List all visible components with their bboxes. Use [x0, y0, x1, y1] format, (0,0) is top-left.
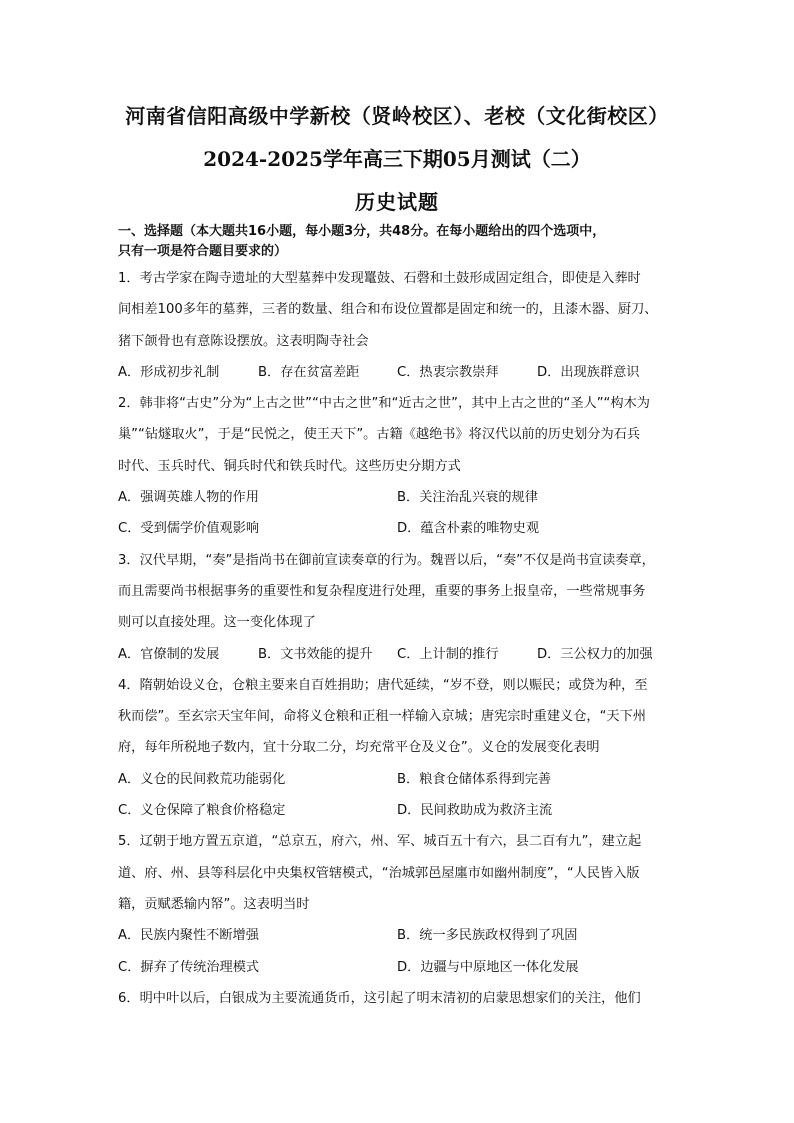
question-5-option-b: B．统一多民族政权得到了巩固 [397, 928, 578, 944]
section-heading [118, 222, 678, 262]
question-3-line-1: 3．汉代早期，“奏”是指尚书在御前宣读奏章的行为。魏晋以后，“奏”不仅是尚书宣读奏章， [118, 552, 655, 568]
question-6-line-1: 6．明中叶以后，白银成为主要流通货币，这引起了明末清初的启蒙思想家们的关注，他们 [118, 990, 641, 1006]
question-1-option-c: C．热衷宗教崇拜 [397, 364, 499, 380]
question-1-line-1: 1．考古学家在陶寺遗址的大型墓葬中发现鼍鼓、石磬和土鼓形成固定组合，即使是入葬时 [118, 271, 641, 286]
question-5-options-row-2 [118, 952, 683, 983]
question-4-options-row-1 [118, 764, 683, 795]
question-2-options-row-1 [118, 482, 683, 513]
exam-title-school: 河南省信阳高级中学新校（贤岭校区）、老校（文化街校区） [125, 104, 669, 128]
question-4-line-1: 4．隋朝始设义仓，仓粮主要来自百姓捐助；唐代延续，“岁不登，则以赈民；或贷为种，至 [118, 677, 648, 693]
question-2-line-2: 巢”“钻燧取火”，于是“民悦之，使王天下”。古籍《越绝书》将汉代以前的历史划分为石兵 [118, 427, 641, 443]
question-1-option-b: B．存在贫富差距 [258, 364, 360, 380]
question-3-option-d: D．三公权力的加强 [537, 646, 653, 662]
question-list [118, 263, 683, 1014]
question-4-line-2: 秋而偿”。至玄宗天宝年间，命将义仓粮和正租一样输入京城；唐宪宗时重建义仓，“天下州 [118, 709, 646, 725]
question-4-option-d: D．民间救助成为救济主流 [397, 803, 553, 819]
question-5-line-3: 籍，贡赋悉输内帑”。这表明当时 [118, 896, 310, 912]
question-1-line-2: 间相差100多年的墓葬，三者的数量、组合和布设位置都是固定和统一的，且漆木器、厨刀、 [118, 302, 658, 318]
question-2-line-3: 时代、玉兵时代、铜兵时代和铁兵时代。这些历史分期方式 [118, 458, 461, 474]
question-5-option-d: D．边疆与中原地区一体化发展 [397, 959, 579, 975]
question-4-line-3: 府，每年所税地子数内，宜十分取二分，均充常平仓及义仓”。义仓的发展变化表明 [118, 740, 600, 756]
question-2-line-1: 2．韩非将“古史”分为“上古之世”“中古之世”和“近古之世”，其中上古之世的“圣人”“构木为 [118, 396, 650, 412]
question-1-option-a: A．形成初步礼制 [118, 364, 220, 380]
question-2-option-a: A．强调英雄人物的作用 [118, 490, 259, 506]
question-3-line-2: 而且需要尚书根据事务的重要性和复杂程度进行处理，重要的事务上报皇帝，一些常规事务 [118, 583, 646, 599]
question-5-options-row-1 [118, 920, 683, 951]
question-4-option-a: A．义仓的民间救荒功能弱化 [118, 771, 286, 787]
question-2-option-d: D．蕴含朴素的唯物史观 [397, 521, 540, 537]
question-3-option-a: A．官僚制的发展 [118, 646, 220, 662]
question-1-options [118, 357, 683, 388]
question-3-option-b: B．文书效能的提升 [258, 646, 373, 662]
section-heading-line-1: 一、选择题（本大题共16小题，每小题3分，共48分。在每小题给出的四个选项中， [118, 224, 606, 239]
question-5-option-a: A．民族内聚性不断增强 [118, 928, 259, 944]
question-1-option-d: D．出现族群意识 [537, 364, 640, 380]
question-3-options [118, 639, 683, 670]
question-3-option-c: C．上计制的推行 [397, 646, 499, 662]
question-4-option-c: C．义仓保障了粮食价格稳定 [118, 803, 286, 819]
question-4-option-b: B．粮食仓储体系得到完善 [397, 771, 552, 787]
question-5-option-c: C．摒弃了传统治理模式 [118, 959, 260, 975]
question-2-option-c: C．受到儒学价值观影响 [118, 521, 260, 537]
question-2-option-b: B．关注治乱兴衰的规律 [397, 490, 538, 506]
question-5-line-1: 5．辽朝于地方置五京道，“总京五，府六，州、军、城百五十有六，县二百有九”，建立起 [118, 834, 642, 850]
section-heading-line-2: 只有一项是符合题目要求的） [118, 244, 288, 259]
question-5-line-2: 道、府、州、县等科层化中央集权管辖模式，“治城郭邑屋廛市如幽州制度”，“人民皆入版 [118, 865, 640, 881]
question-3-line-3: 则可以直接处理。这一变化体现了 [118, 615, 316, 631]
exam-title-term: 2024-2025学年高三下期05月测试（二） [203, 147, 591, 171]
exam-title-subject: 历史试题 [355, 190, 439, 214]
question-2-options-row-2 [118, 513, 683, 544]
question-1-line-3: 猪下颌骨也有意陈设摆放。这表明陶寺社会 [118, 333, 369, 349]
question-4-options-row-2 [118, 795, 683, 826]
